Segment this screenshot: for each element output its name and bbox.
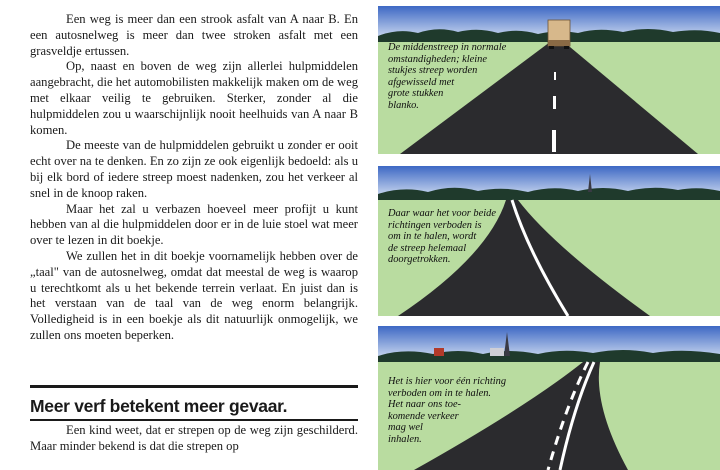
caption-1: De middenstreep in normale omstandigheden; kleine stukjes streep worden afgewisseld met grote stukken blanko. (388, 42, 507, 111)
paragraph-2: Op, naast en boven de weg zijn allerlei hulpmiddelen aangebracht, die het automobilisten makkelijk maken om de weg met elkaar veilig te gebruiken. Sterker, zonder al die hulpmiddelen zou u waarschijnlijk nooit heelhuids van A naar B komen. (30, 59, 358, 137)
paragraph-3: De meeste van de hulpmiddelen gebruikt u zonder er ooit echt over na te denken. En zo zijn ze ook eigenlijk bedoeld: als u bij elk bord of iedere streep moest nadenken, zou het verkeer al snel in de knoop raken. (30, 138, 358, 200)
paragraph-5: We zullen het in dit boekje voornamelijk hebben over de „taal" van de autosnelweg, omdat dat meestal de weg is waarop u terechtkomt als u het bekende terrein verlaat. En juist dan is het verstaan van de taal van de weg enorm belangrijk. Volledigheid is in een boekje als dit natuurlijk onmogelijk, we zullen ons moeten beperken. (30, 248, 358, 342)
illustration-column (368, 0, 720, 470)
paragraph-4: Maar het zal u verbazen hoeveel meer profijt u kunt hebben van al die hulpmiddelen door er in de luie stoel wat meer over te lezen in dit boekje. (30, 201, 358, 248)
caption-3: Het is hier voor één richting verboden om in te halen. Het naar ons toe- komende verkeer mag wel inhalen. (388, 376, 507, 445)
section-headline: Meer verf betekent meer gevaar. (30, 396, 288, 416)
paragraph-1: Een weg is meer dan een strook asfalt van A naar B. En een autosnelweg is meer dan twee stroken asfalt met een grasveldje ertussen. (30, 12, 358, 58)
caption-2: Daar waar het voor beide richtingen verboden is om in te halen, wordt de streep helemaal doorgetrokken. (388, 208, 496, 266)
centre-dash (554, 72, 556, 80)
farmhouse (434, 348, 444, 356)
centre-dash (553, 96, 556, 109)
centre-dash (552, 130, 556, 152)
section-intro (30, 423, 358, 455)
truck (548, 20, 570, 49)
village-building (490, 348, 504, 356)
headline-rule-bottom (30, 419, 358, 421)
headline-rule-top (30, 385, 358, 388)
article-body (30, 12, 358, 344)
intro-paragraph: Een kind weet, dat er strepen op de weg zijn geschilderd. Maar minder bekend is dat die strepen op (30, 423, 358, 453)
